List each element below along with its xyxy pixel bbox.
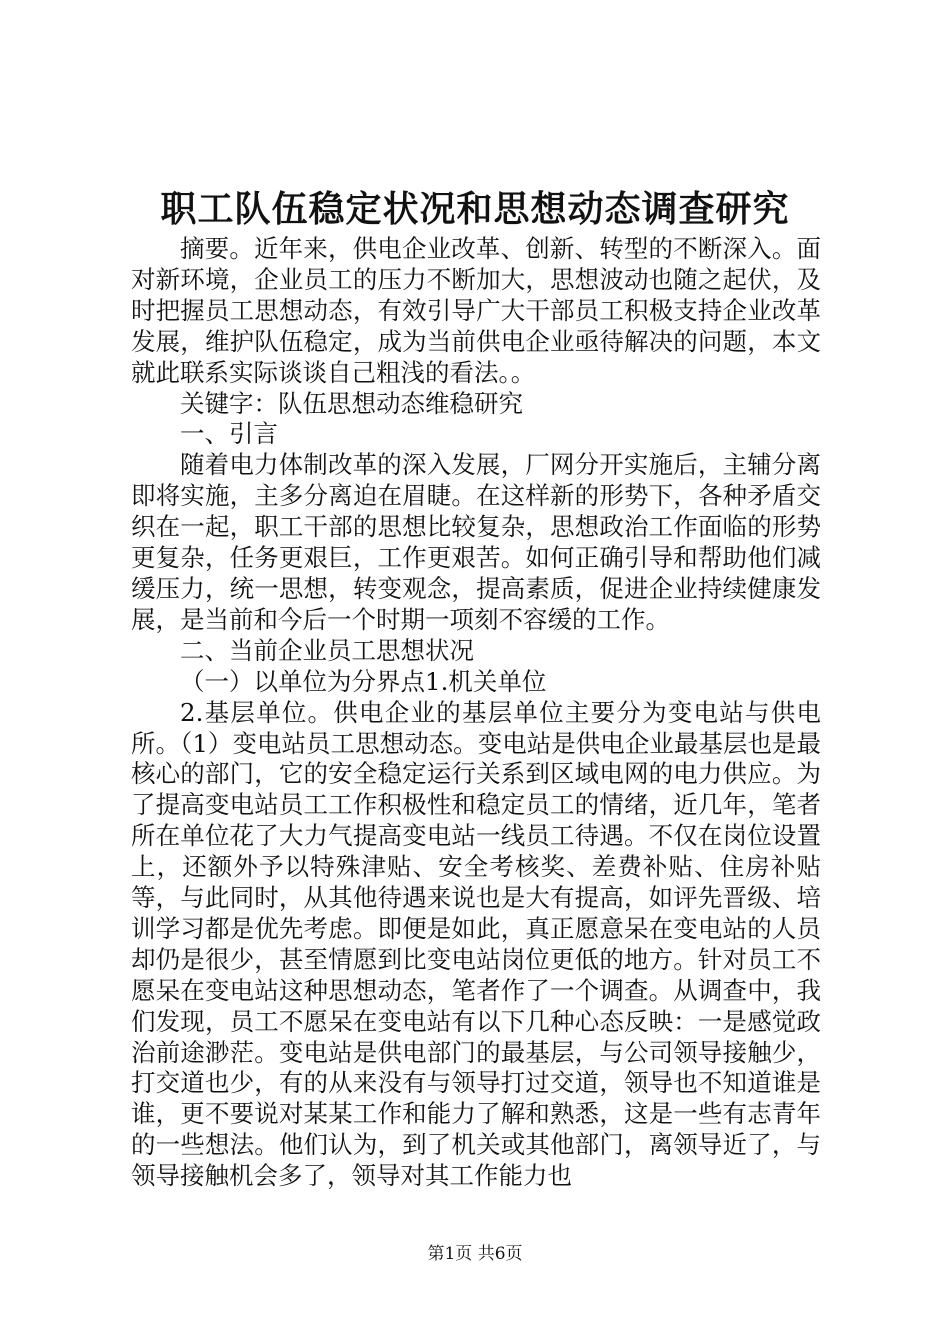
section-heading-introduction: 一、引言 bbox=[180, 419, 278, 449]
subsection-heading-by-unit: （一）以单位为分界点1.机关单位 bbox=[180, 666, 547, 696]
introduction-paragraph: 随着电力体制改革的深入发展，厂网分开实施后，主辅分离即将实施，主多分离迫在眉睫。在这样新的形势下，各种矛盾交织在一起，职工干部的思想比较复杂，思想政治工作面临的形势更复杂，任务更艰巨，工作更艰苦。如何正确引导和帮助他们减缓压力，统一思想，转变观念，提高素质，促进企业持续健康发展，是当前和今后一个时期一项刻不容缓的工作。 bbox=[131, 450, 821, 634]
abstract-paragraph: 摘要。近年来，供电企业改革、创新、转型的不断深入。面对新环境，企业员工的压力不断加大，思想波动也随之起伏，及时把握员工思想动态，有效引导广大干部员工积极支持企业改革发展，维护队伍稳定，成为当前供电企业亟待解决的问题，本文就此联系实际谈谈自己粗浅的看法。。 bbox=[131, 234, 821, 387]
keywords-line: 关键字：队伍思想动态维稳研究 bbox=[180, 388, 523, 418]
section-heading-employee-thoughts: 二、当前企业员工思想状况 bbox=[180, 635, 474, 665]
document-body bbox=[131, 234, 821, 1192]
grassroots-unit-paragraph: 2.基层单位。供电企业的基层单位主要分为变电站与供电所。（1）变电站员工思想动态。变电站是供电企业最基层也是最核心的部门，它的安全稳定运行关系到区域电网的电力供应。为了提高变电站员工工作积极性和稳定员工的情绪，近几年，笔者所在单位花了大力气提高变电站一线员工待遇。不仅在岗位设置上，还额外予以特殊津贴、安全考核奖、差费补贴、住房补贴等，与此同时，从其他待遇来说也是大有提高，如评先晋级、培训学习都是优先考虑。即便是如此，真正愿意呆在变电站的人员却仍是很少，甚至情愿到比变电站岗位更低的地方。针对员工不愿呆在变电站这种思想动态，笔者作了一个调查。从调查中，我们发现，员工不愿呆在变电站有以下几种心态反映：一是感觉政治前途渺茫。变电站是供电部门的最基层，与公司领导接触少，打交道也少，有的从来没有与领导打过交道，领导也不知道谁是谁，更不要说对某某工作和能力了解和熟悉，这是一些有志青年的一些想法。他们认为，到了机关或其他部门，离领导近了，与领导接触机会多了，领导对其工作能力也 bbox=[131, 697, 821, 1191]
page-number-footer: 第1页 共6页 bbox=[427, 1244, 523, 1264]
page-title: 职工队伍稳定状况和思想动态调查研究 bbox=[160, 188, 790, 230]
